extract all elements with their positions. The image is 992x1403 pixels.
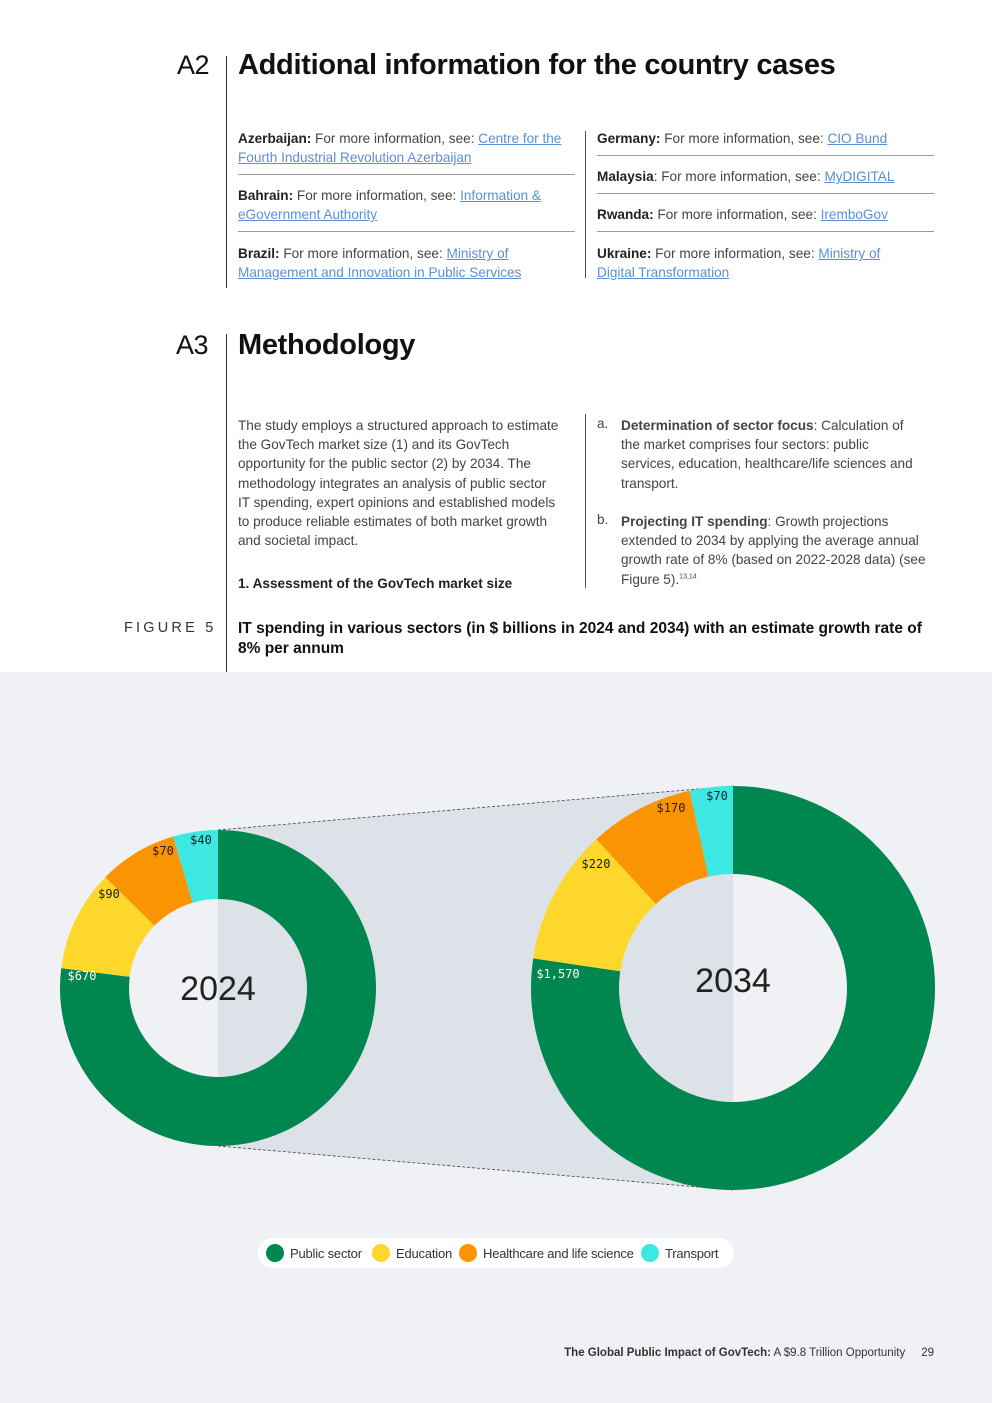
divider [597, 231, 934, 232]
footnote-ref[interactable]: 13,14 [679, 573, 697, 581]
list-marker-b: b. [597, 512, 609, 527]
country-link-rwanda[interactable]: IremboGov [820, 207, 888, 222]
country-name: Rwanda: [597, 207, 654, 222]
list-item-heading: Determination of sector focus [621, 418, 814, 433]
country-name: Brazil: [238, 246, 280, 261]
divider [597, 193, 934, 194]
country-item-brazil [238, 244, 568, 282]
donut-center-label-2024: 2024 [180, 970, 256, 1008]
legend-item-healthcare [459, 1244, 634, 1262]
list-item-text: : Calculation of the market comprises four sectors: public services, education, healthcare/life sciences and transport. [621, 418, 913, 491]
country-prefix: For more information, see: [293, 188, 461, 203]
country-prefix: For more information, see: [653, 207, 821, 222]
country-name: Ukraine: [597, 246, 652, 261]
country-prefix: For more information, see: [279, 246, 447, 261]
methodology-subheading [238, 574, 568, 593]
legend-label: Education [396, 1245, 453, 1261]
slice-label-2034-transport: $70 [706, 789, 728, 803]
slice-label-2034-public-sector: $1,570 [536, 967, 580, 981]
list-marker-a: a. [597, 416, 609, 431]
country-name: Bahrain: [238, 188, 294, 203]
list-item-heading: Projecting IT spending [621, 514, 768, 529]
legend-item-transport [641, 1244, 718, 1262]
column-rule [585, 131, 586, 278]
country-link-brazil[interactable]: Ministry of Management and Innovation in Public Services [238, 246, 522, 280]
list-item-sector-focus [621, 416, 921, 493]
column-rule [585, 414, 586, 588]
country-prefix: For more information, see: [651, 246, 819, 261]
legend-label: Healthcare and life science [483, 1245, 634, 1261]
country-link-germany[interactable]: CIO Bund [827, 131, 888, 146]
country-name: Malaysia [597, 169, 654, 184]
list-item-text: : Growth projections extended to 2034 by applying the average annual growth rate of 8% (based on 2022-2028 data) (see Figure 5). [621, 514, 926, 587]
country-name: Germany: [597, 131, 661, 146]
slice-label-2024-education: $90 [98, 887, 120, 901]
country-link-malaysia[interactable]: MyDIGITAL [824, 169, 895, 184]
section-number-a3: A3 [176, 330, 209, 360]
section-title-a3: Methodology [238, 329, 416, 361]
legend-label: Public sector [290, 1245, 362, 1261]
country-link-ukraine[interactable]: Ministry of Digital Transformation [597, 246, 881, 280]
chart-legend [258, 1238, 734, 1268]
legend-swatch-healthcare [459, 1244, 477, 1262]
legend-swatch-transport [641, 1244, 659, 1262]
page-footer [564, 1347, 934, 1359]
country-item-ukraine [597, 244, 917, 282]
country-item-azerbaijan [238, 129, 568, 167]
country-item-bahrain [238, 186, 568, 224]
slice-label-2034-education: $220 [581, 857, 611, 871]
figure-label: FIGURE 5 [124, 620, 217, 636]
page-number: 29 [921, 1347, 934, 1359]
country-item-malaysia [597, 167, 937, 186]
vertical-rule-a3 [226, 334, 227, 672]
section-title-a2: Additional information for the country cases [238, 49, 836, 81]
list-item-it-spending [621, 512, 935, 589]
legend-item-public-sector [266, 1244, 362, 1262]
footer-title-bold: The Global Public Impact of GovTech: [564, 1347, 771, 1359]
vertical-rule-a2 [226, 56, 227, 288]
country-prefix: : For more information, see: [653, 169, 825, 184]
country-name: Azerbaijan: [238, 131, 312, 146]
slice-label-2034-healthcare: $170 [656, 801, 686, 815]
slice-label-2024-public-sector: $670 [67, 969, 97, 983]
country-prefix: For more information, see: [311, 131, 479, 146]
legend-swatch-education [372, 1244, 390, 1262]
country-prefix: For more information, see: [660, 131, 828, 146]
legend-swatch-public-sector [266, 1244, 284, 1262]
figure-title: IT spending in various sectors (in $ billions in 2024 and 2034) with an estimate growth rate of 8% per annum [238, 620, 922, 657]
country-link-bahrain[interactable]: Information & eGovernment Authority [238, 188, 541, 222]
country-link-azerbaijan[interactable]: Centre for the Fourth Industrial Revolution Azerbaijan [238, 131, 562, 165]
slice-label-2024-healthcare: $70 [152, 844, 174, 858]
divider [597, 155, 934, 156]
divider [238, 174, 575, 175]
legend-item-education [372, 1244, 452, 1262]
slice-label-2024-transport: $40 [190, 833, 212, 847]
country-item-rwanda [597, 205, 937, 224]
divider [238, 231, 575, 232]
donut-chart [0, 672, 992, 1403]
donut-center-label-2034: 2034 [695, 962, 771, 1000]
country-item-germany [597, 129, 937, 148]
legend-label: Transport [665, 1245, 719, 1261]
footer-title-rest: A $9.8 Trillion Opportunity [770, 1347, 906, 1359]
section-number-a2: A2 [177, 50, 210, 80]
subheading-text: 1. Assessment of the GovTech market size [238, 576, 513, 591]
methodology-intro: The study employs a structured approach to estimate the GovTech market size (1) and its GovTech opportunity for the public sector (2) by 2034. The methodology integrates an analysis of public sector IT spending, expert opinions and established models to produce reliable estimates of both market growth and societal impact. [238, 418, 559, 549]
